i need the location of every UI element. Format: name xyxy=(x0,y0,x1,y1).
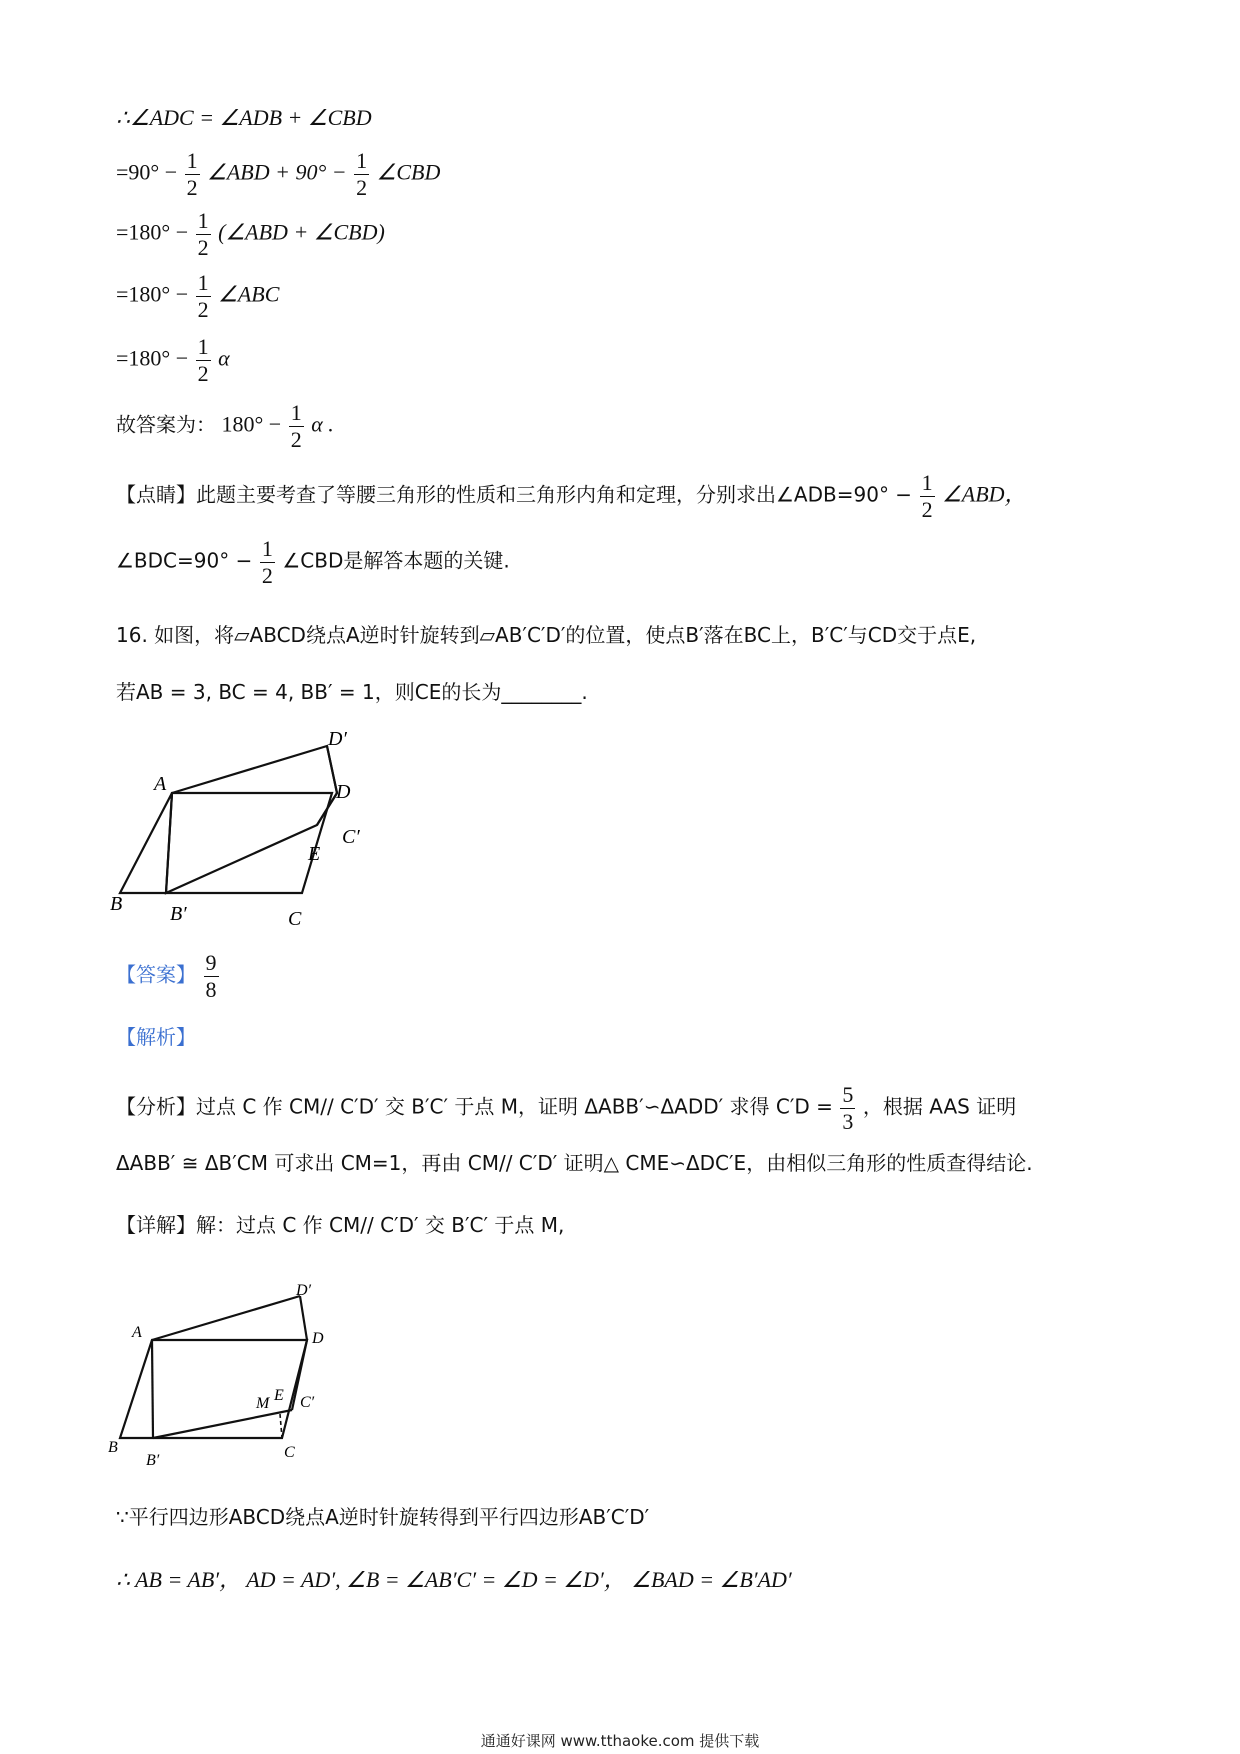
fig1-label-D1: D′ xyxy=(328,728,347,750)
fraction-half: $\frac{1}{2}$ xyxy=(197,270,209,322)
dianjing-text: 【点睛】此题主要考查了等腰三角形的性质和三角形内角和定理，分别求出∠ADB=90° − xyxy=(116,482,913,507)
fraction-half: $\frac{1}{2}$ xyxy=(186,148,198,200)
fig2-label-C1: C′ xyxy=(300,1394,315,1411)
fraction-half: $\frac{1}{2}$ xyxy=(261,536,273,588)
figure-parallelogram-1 xyxy=(110,725,390,940)
derivation-line-2 xyxy=(116,148,440,201)
expr-part: ∠ABD + 90° − xyxy=(207,159,347,185)
answer-fraction: $\frac{9}{8}$ xyxy=(205,950,217,1002)
fraction-five-thirds: $\frac{5}{3}$ xyxy=(842,1082,854,1134)
dianjing-line-2 xyxy=(116,536,510,589)
fig1-label-B: B xyxy=(110,893,123,915)
question-16-line-1: 16. 如图，将▱ABCD绕点A逆时针旋转到▱AB′C′D′的位置，使点B′落在BC上，B′C′与CD交于点E, xyxy=(116,623,977,647)
fig1-label-E: E xyxy=(308,843,321,865)
fenxi-text: 【分析】过点 C 作 CM// C′D′ 交 B′C′ 于点 M，证明 ΔABB′∽ΔADD′ 求得 C′D = xyxy=(116,1094,833,1119)
fraction-half: $\frac{1}{2}$ xyxy=(290,400,302,452)
fig1-label-C1: C′ xyxy=(342,826,360,848)
dianjing-text: ∠CBD是解答本题的关键. xyxy=(282,548,510,573)
dianjing-line-1 xyxy=(116,470,1027,523)
derivation-line-1: ∴∠ADC = ∠ADB + ∠CBD xyxy=(116,105,372,130)
jiexi-tag: 【解析】 xyxy=(116,1025,196,1049)
fig1-label-C: C xyxy=(288,908,302,930)
fig2-label-B: B xyxy=(108,1439,118,1456)
fenxi-text: ，根据 AAS 证明 xyxy=(862,1094,1017,1119)
expr-part: =180° − xyxy=(116,219,189,245)
fraction-half: $\frac{1}{2}$ xyxy=(197,208,209,260)
figure-parallelogram-2 xyxy=(110,1275,370,1485)
fig2-label-D: D xyxy=(312,1330,324,1347)
fraction-half: $\frac{1}{2}$ xyxy=(921,470,933,522)
derivation-line-4 xyxy=(116,270,279,323)
expr-part: ∠ABD， xyxy=(942,481,1027,507)
expr-part: α . xyxy=(311,411,334,437)
fig2-label-C: C xyxy=(284,1444,295,1461)
expr-part: =90° − xyxy=(116,159,178,185)
expr-part: ∠CBD xyxy=(376,159,441,185)
fraction-half: $\frac{1}{2}$ xyxy=(356,148,368,200)
fig1-label-A: A xyxy=(154,773,167,795)
question-16-line-2: 若AB = 3, BC = 4, BB′ = 1，则CE的长为________. xyxy=(116,680,588,704)
fraction-half: $\frac{1}{2}$ xyxy=(197,334,209,386)
expr-part: =180° − xyxy=(116,345,189,371)
expr-part: =180° − xyxy=(116,281,189,307)
fig2-label-A: A xyxy=(132,1324,142,1341)
dianjing-text: ∠BDC=90° − xyxy=(116,548,253,573)
fig1-label-D: D xyxy=(336,781,351,803)
fig2-label-M: M xyxy=(256,1395,270,1412)
fig2-label-E: E xyxy=(274,1387,284,1404)
page-footer: 通通好课网 www.tthaoke.com 提供下载 xyxy=(480,1732,760,1750)
answer-row xyxy=(116,950,221,1003)
fig2-label-D1: D′ xyxy=(296,1282,312,1299)
answer-line xyxy=(116,400,334,453)
xiangjie-line: 【详解】解：过点 C 作 CM// C′D′ 交 B′C′ 于点 M, xyxy=(116,1213,565,1237)
derivation-line-5 xyxy=(116,334,230,387)
expr-part: 180° − xyxy=(221,411,282,437)
fenxi-line-2: ΔABB′ ≅ ΔB′CM 可求出 CM=1，再由 CM// C′D′ 证明△ CME∽ΔDC′E，由相似三角形的性质查得结论. xyxy=(116,1151,1033,1175)
fig1-label-B1: B′ xyxy=(170,903,187,925)
fenxi-line-1 xyxy=(116,1082,1016,1135)
therefore-line: ∴ AB = AB′， AD = AD′, ∠B = ∠AB′C′ = ∠D = ∠D′， ∠BAD = ∠B′AD′ xyxy=(116,1567,792,1592)
expr-part: ∠ABC xyxy=(218,281,280,307)
expr-part: α xyxy=(218,345,230,371)
answer-prefix: 故答案为： xyxy=(116,412,216,437)
fig2-label-B1: B′ xyxy=(146,1452,160,1469)
expr-part: (∠ABD + ∠CBD) xyxy=(218,219,385,245)
derivation-line-3 xyxy=(116,208,385,261)
because-line: ∵平行四边形ABCD绕点A逆时针旋转得到平行四边形AB′C′D′ xyxy=(116,1505,650,1529)
answer-tag: 【答案】 xyxy=(116,962,196,987)
